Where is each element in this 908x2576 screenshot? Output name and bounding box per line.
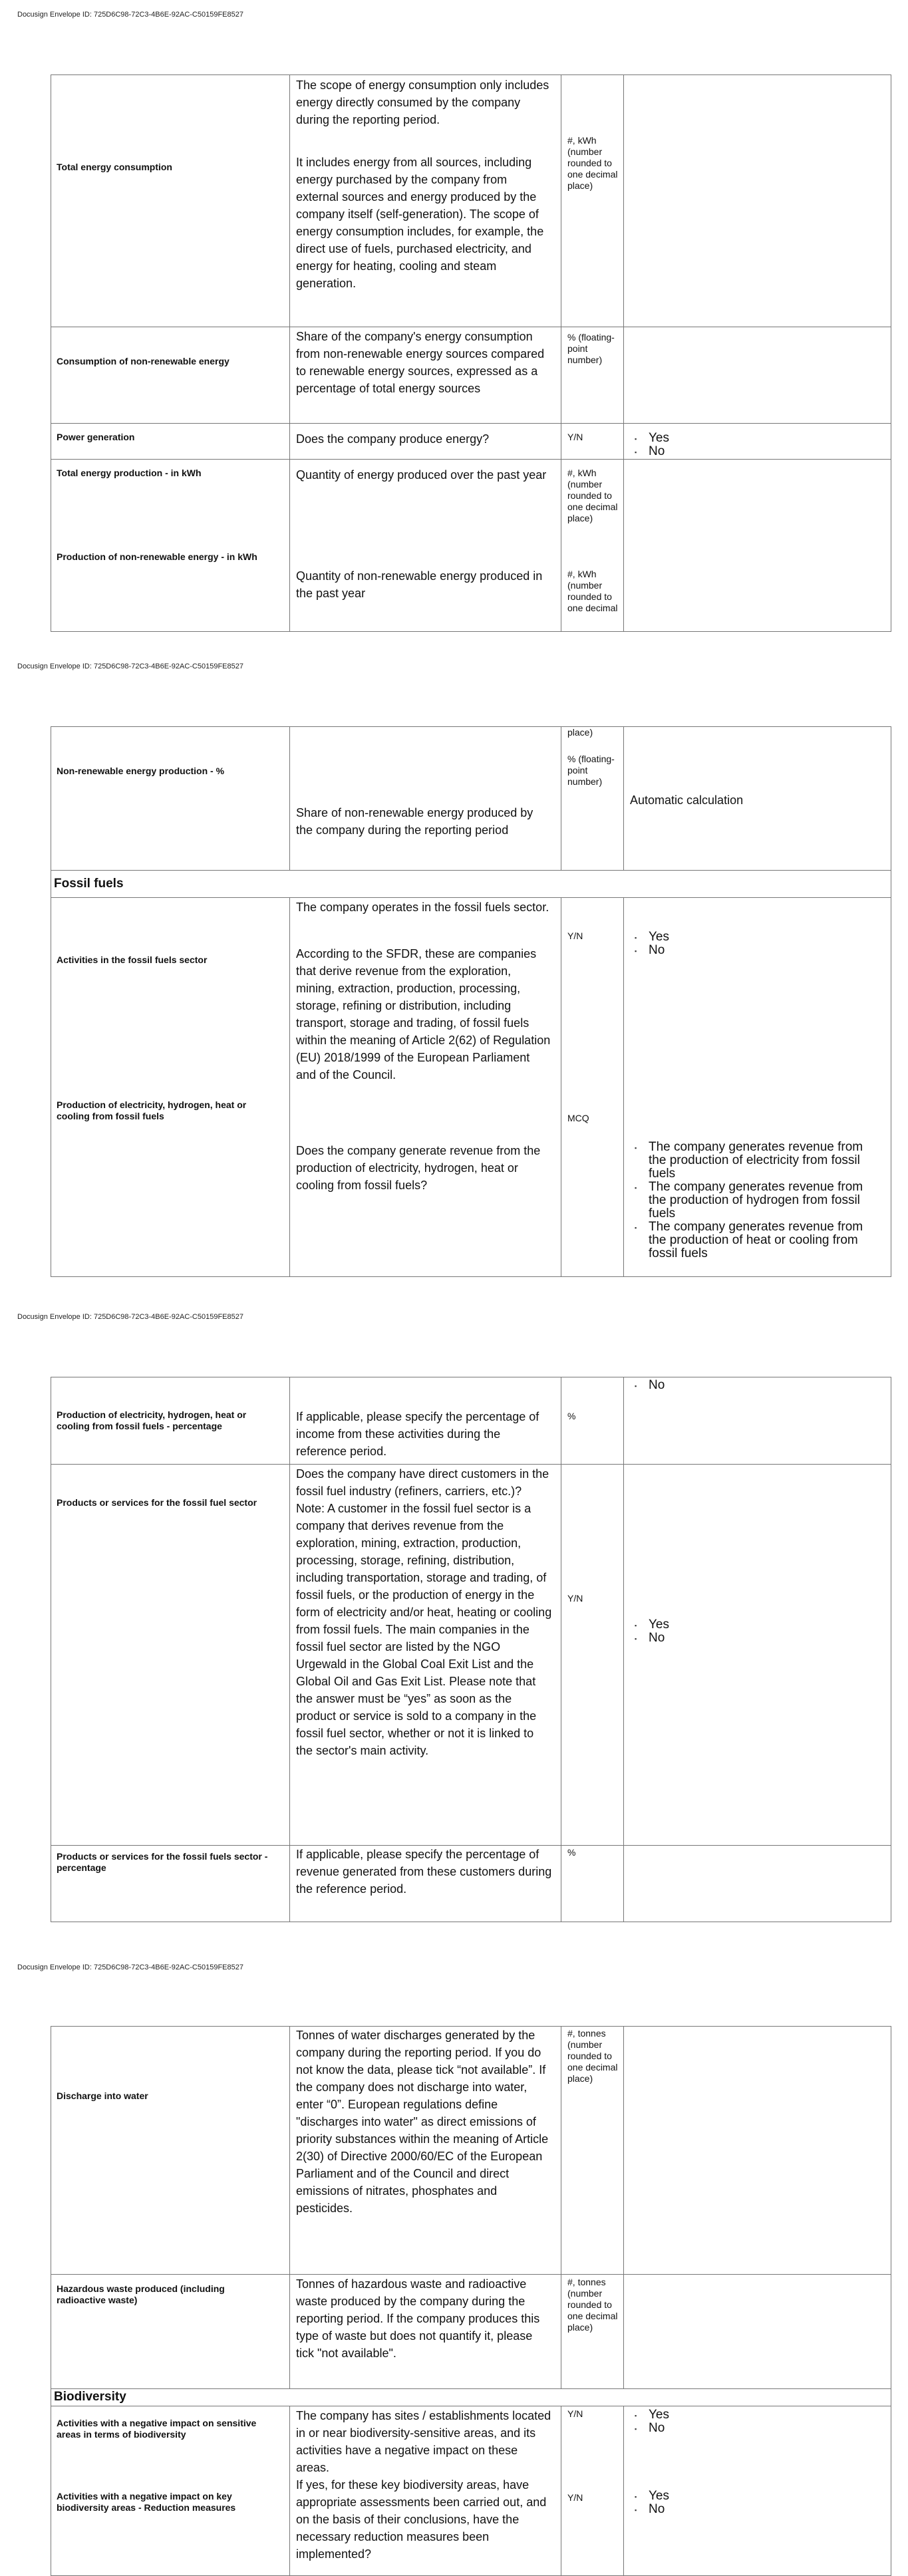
- row-label-biodiversity-reduction-measures: Activities with a negative impact on key biodiversity areas - Reduction measures: [57, 2491, 236, 2513]
- option-yes[interactable]: ▪ Yes: [630, 930, 879, 944]
- description-power-generation: Does the company produce energy?: [296, 432, 490, 446]
- description-energy-scope: The scope of energy consumption only includes energy directly consumed by the company during the reporting period.: [296, 78, 549, 126]
- answer-options: [630, 2490, 879, 2516]
- row-label-fossil-production-percentage: Production of electricity, hydrogen, heat or cooling from fossil fuels - percentage: [57, 1409, 247, 1431]
- table-page-4: [51, 2026, 891, 2576]
- data-type-continued: place): [567, 727, 593, 738]
- row-label-fossil-products: Products or services for the fossil fuel sector: [57, 1497, 257, 1508]
- row-label-power-generation: Power generation: [57, 432, 135, 442]
- section-heading-biodiversity: Biodiversity: [54, 2390, 126, 2404]
- option-yes[interactable]: ▪ Yes: [630, 432, 879, 445]
- data-type-tonnes: #, tonnes (number rounded to one decimal place): [567, 2028, 618, 2084]
- row-label-biodiversity-sensitive-areas: Activities with a negative impact on sensitive areas in terms of biodiversity: [57, 2418, 257, 2440]
- data-type-tonnes: #, tonnes (number rounded to one decimal place): [567, 2277, 618, 2333]
- row-divider: [51, 1464, 891, 1465]
- column-divider: [623, 1377, 624, 1922]
- option-no[interactable]: ▪ No: [630, 445, 879, 458]
- column-divider: [289, 2027, 290, 2388]
- option-hydrogen[interactable]: ▪ The company generates revenue from the production of hydrogen from fossil fuels: [630, 1181, 879, 1220]
- column-divider: [623, 897, 624, 1276]
- answer-options-continued: [630, 1379, 879, 1392]
- row-label-fossil-production: Production of electricity, hydrogen, heat or cooling from fossil fuels: [57, 1099, 247, 1121]
- row-label-fossil-products-percentage: Products or services for the fossil fuels sector - percentage: [57, 1851, 268, 1873]
- automatic-calculation: Automatic calculation: [630, 793, 744, 807]
- table-page-2: [51, 726, 891, 1277]
- data-type-yn: Y/N: [567, 930, 583, 941]
- row-label-hazardous-waste: Hazardous waste produced (including radioactive waste): [57, 2283, 225, 2305]
- data-type-yn: Y/N: [567, 1593, 583, 1604]
- envelope-id: Docusign Envelope ID: 725D6C98-72C3-4B6E-92AC-C50159FE8527: [17, 11, 243, 19]
- description-hazardous-waste: Tonnes of hazardous waste and radioactive waste produced by the company during the reporting period. If the company produces this type of waste but does not quantify it, please tick "not available".: [296, 2277, 540, 2360]
- data-type-kwh: #, kWh (number rounded to one decimal place): [567, 468, 618, 523]
- option-yes[interactable]: ▪ Yes: [630, 2490, 879, 2503]
- description-fossil-activities: The company operates in the fossil fuels sector.: [296, 901, 549, 914]
- description-biodiversity-reduction-measures: If yes, for these key biodiversity areas, have appropriate assessments been carried out, and on the basis of their conclusions, have the necessary reduction measures been implemented?: [296, 2478, 547, 2561]
- description-fossil-production: Does the company generate revenue from the production of electricity, hydrogen, heat or cooling from fossil fuels?: [296, 1144, 541, 1192]
- data-type-percent: % (floating-point number): [567, 754, 615, 787]
- column-divider: [289, 2406, 290, 2575]
- data-type-yn: Y/N: [567, 2408, 583, 2419]
- envelope-id: Docusign Envelope ID: 725D6C98-72C3-4B6E-92AC-C50159FE8527: [17, 1963, 243, 1971]
- option-no[interactable]: ▪ No: [630, 1632, 879, 1645]
- option-no[interactable]: ▪ No: [630, 1379, 879, 1392]
- description-non-renewable-production-percent: Share of non-renewable energy produced by the company during the reporting period: [296, 806, 533, 837]
- option-electricity[interactable]: ▪ The company generates revenue from the production of electricity from fossil fuels: [630, 1141, 879, 1181]
- description-total-energy-production: Quantity of energy produced over the past year: [296, 468, 547, 482]
- row-divider: [51, 2274, 891, 2275]
- row-label-non-renewable-consumption: Consumption of non-renewable energy: [57, 356, 229, 366]
- option-no[interactable]: ▪ No: [630, 2422, 879, 2435]
- row-label-non-renewable-production-kwh: Production of non-renewable energy - in kWh: [57, 551, 257, 562]
- column-divider: [289, 75, 290, 631]
- description-non-renewable-production: Quantity of non-renewable energy produced in the past year: [296, 569, 543, 600]
- description-non-renewable-consumption: Share of the company's energy consumption from non-renewable energy sources compared to renewable energy sources, expressed as a percentage of total energy sources: [296, 330, 545, 395]
- column-divider: [289, 897, 290, 1276]
- description-fossil-production-percentage: If applicable, please specify the percentage of income from these activities during the reference period.: [296, 1410, 539, 1458]
- row-divider: [51, 459, 891, 460]
- row-divider: [51, 870, 891, 871]
- data-type-yn: Y/N: [567, 2492, 583, 2503]
- answer-options: [630, 1141, 879, 1260]
- option-yes[interactable]: ▪ Yes: [630, 2408, 879, 2422]
- row-label-total-energy-consumption: Total energy consumption: [57, 162, 172, 172]
- column-divider: [289, 727, 290, 870]
- option-no[interactable]: ▪ No: [630, 2503, 879, 2516]
- column-divider: [623, 727, 624, 870]
- answer-options: [630, 930, 879, 957]
- description-fossil-products-percentage: If applicable, please specify the percentage of revenue generated from these customers during the reference period.: [296, 1848, 552, 1896]
- data-type-percent: %: [567, 1411, 576, 1421]
- envelope-id: Docusign Envelope ID: 725D6C98-72C3-4B6E-92AC-C50159FE8527: [17, 662, 243, 670]
- data-type-kwh: #, kWh (number rounded to one decimal place): [567, 135, 618, 191]
- answer-options: [630, 432, 879, 458]
- data-type-kwh: #, kWh (number rounded to one decimal: [567, 569, 618, 613]
- row-divider: [51, 423, 891, 424]
- row-divider: [51, 2388, 891, 2389]
- column-divider: [289, 1377, 290, 1922]
- row-label-discharge-into-water: Discharge into water: [57, 2090, 148, 2101]
- description-sfdr-definition: According to the SFDR, these are companies that derive revenue from the exploration, mining, extraction, production, processing, storage, refining or distribution, including transport, storage and trading, of fossil fuels within the meaning of Article 2(62) of Regulation (EU) 2018/1999 of the European Parliament and of the Council.: [296, 947, 551, 1081]
- section-heading-fossil-fuels: Fossil fuels: [54, 877, 124, 891]
- option-yes[interactable]: ▪ Yes: [630, 1618, 879, 1632]
- data-type-mcq: MCQ: [567, 1113, 589, 1123]
- description-energy-sources: It includes energy from all sources, including energy purchased by the company from external sources and energy produced by the company itself (self-generation). The scope of energy consumption includes, for example, the direct use of fuels, purchased electricity, and energy for heating, cooling and steam generation.: [296, 156, 544, 290]
- row-label-fossil-activities: Activities in the fossil fuels sector: [57, 954, 208, 965]
- envelope-id: Docusign Envelope ID: 725D6C98-72C3-4B6E-92AC-C50159FE8527: [17, 1313, 243, 1321]
- data-type-yn: Y/N: [567, 432, 583, 442]
- row-label-total-energy-production: Total energy production - in kWh: [57, 468, 202, 478]
- column-divider: [623, 2406, 624, 2575]
- answer-options: [630, 2408, 879, 2435]
- row-divider: [51, 897, 891, 898]
- option-heat-cooling[interactable]: ▪ The company generates revenue from the production of heat or cooling from fossil fuels: [630, 1220, 879, 1260]
- row-label-non-renewable-production-percent: Non-renewable energy production - %: [57, 766, 225, 776]
- description-fossil-products: Does the company have direct customers in the fossil fuel industry (refiners, carriers, etc.)? Note: A customer in the fossil fuel sector is a company that derives revenue from the exploration, mining, extraction, production, processing, storage, refining, distribution, including transportation, storage and trading, of fossil fuels, or the production of energy in the form of electricity and/or heat, heating or cooling from fossil fuels. The main companies in the fossil fuel sector are listed by the NGO Urgewald in the Global Coal Exit List and the Global Oil and Gas Exit List. Please note that the answer must be “yes” as soon as the product or service is sold to a company in the fossil fuel sector, whether or not it is linked to the sector's main activity.: [296, 1467, 552, 1757]
- table-page-1: [51, 74, 891, 632]
- answer-options: [630, 1618, 879, 1645]
- description-discharge-into-water: Tonnes of water discharges generated by the company during the reporting period. If you do not know the data, please tick “not available”. If the company does not discharge into water, enter “0”. European regulations define "discharges into water" as direct emissions of priority substances within the meaning of Article 2(30) of Directive 2000/60/EC of the European Parliament and of the Council and direct emissions of nitrates, phosphates and pesticides.: [296, 2029, 549, 2215]
- data-type-percent: % (floating-point number): [567, 332, 615, 365]
- data-type-percent: %: [567, 1847, 576, 1858]
- description-biodiversity-sensitive-areas: The company has sites / establishments located in or near biodiversity-sensitive areas, and its activities have a negative impact on these areas.: [296, 2409, 551, 2474]
- option-no[interactable]: ▪ No: [630, 944, 879, 957]
- table-page-3: [51, 1377, 891, 1922]
